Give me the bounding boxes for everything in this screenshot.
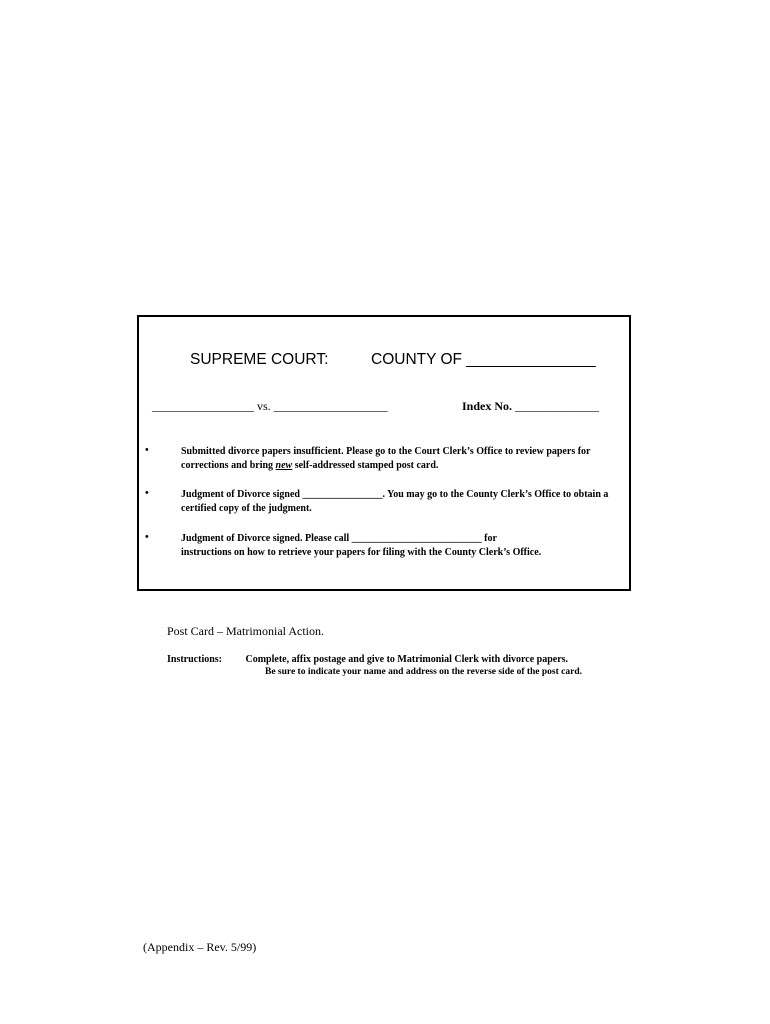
index-label: Index No. xyxy=(462,399,513,413)
post-card-form xyxy=(137,315,631,591)
instructions-line1 xyxy=(167,653,582,666)
item3-line1: Judgment of Divorce signed. Please call __________________________ for xyxy=(181,533,497,544)
bullet-3: • xyxy=(145,532,149,543)
item-judgment-signed-call xyxy=(181,532,621,559)
item1-text-post: self-addressed stamped post card. xyxy=(292,459,439,471)
post-card-caption: Post Card – Matrimonial Action. xyxy=(167,624,324,638)
item1-emphasis: new xyxy=(275,459,293,471)
supreme-court-label: SUPREME COURT: xyxy=(190,351,329,368)
county-label: COUNTY OF _______________ xyxy=(371,351,596,368)
parties-line: _________________ vs. ___________________ xyxy=(152,399,388,413)
instructions-line2: Be sure to indicate your name and address on the reverse side of the post card. xyxy=(265,667,583,677)
bullet-1: • xyxy=(145,445,149,456)
item3-line2: instructions on how to retrieve your papers for filing with the County Clerk’s Office. xyxy=(181,546,542,558)
instructions-block xyxy=(167,653,582,679)
item1-text-pre: Submitted divorce papers insufficient. Please go to the Court Clerk’s Office to review papers for corrections and bring xyxy=(181,446,591,471)
index-blank: ______________ xyxy=(515,399,600,413)
appendix-footer: (Appendix – Rev. 5/99) xyxy=(143,940,257,954)
court-header xyxy=(190,351,596,369)
bullet-2: • xyxy=(145,488,149,499)
index-number-line xyxy=(462,399,599,414)
instructions-text1: Complete, affix postage and give to Matrimonial Clerk with divorce papers. xyxy=(245,654,569,665)
item-insufficient-papers xyxy=(181,445,621,472)
item-judgment-signed-date: Judgment of Divorce signed ________________. You may go to the County Clerk’s Office to obtain a certified copy of the judgment. xyxy=(181,489,609,514)
instructions-label: Instructions: xyxy=(167,654,223,665)
